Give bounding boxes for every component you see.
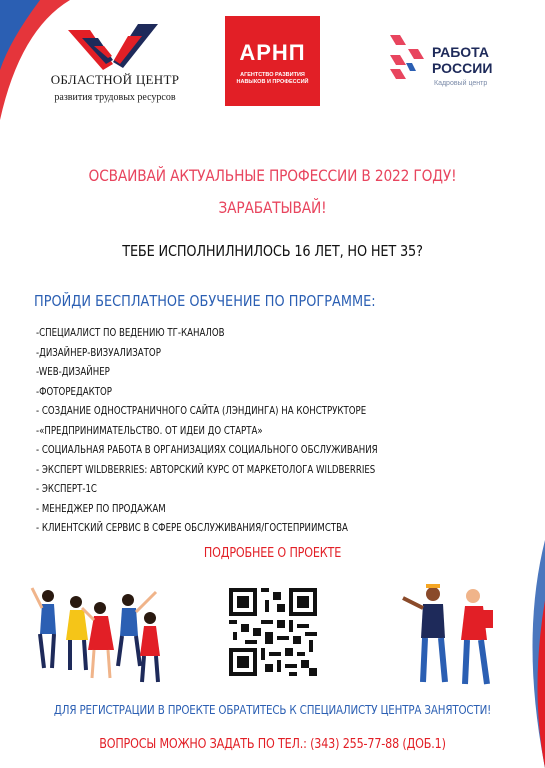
list-item: -WEB-ДИЗАЙНЕР xyxy=(36,366,110,378)
people-pointing-illustration xyxy=(395,580,505,690)
oblastnoy-centr-name: ОБЛАСТНОЙ ЦЕНТР xyxy=(50,72,180,87)
list-item: - ЭКСПЕРТ WILDBERRIES: АВТОРСКИЙ КУРС ОТ МАРКЕТОЛОГА WILDBERRIES xyxy=(36,463,376,476)
list-item: - ЭКСПЕРТ-1С xyxy=(36,483,97,495)
list-item: -ФОТОРЕДАКТОР xyxy=(36,385,112,398)
program-title: ПРОЙДИ БЕСПЛАТНОЕ ОБУЧЕНИЕ ПО ПРОГРАММЕ: xyxy=(34,292,376,310)
headline-age: ТЕБЕ ИСПОЛНИЛНИЛОСЬ 16 ЛЕТ, НО НЕТ 35? xyxy=(122,242,423,260)
oblastnoy-centr-logo-icon xyxy=(68,24,158,70)
rabota-rossii-title: РАБОТА РОССИИ xyxy=(432,44,493,76)
more-about-project-link[interactable]: ПОДРОБНЕЕ О ПРОЕКТЕ xyxy=(203,546,342,561)
arnp-logo xyxy=(225,16,320,106)
list-item: -«ПРЕДПРИНИМАТЕЛЬСТВО. ОТ ИДЕИ ДО СТАРТА» xyxy=(36,424,263,437)
contact-phone: ВОПРОСЫ МОЖНО ЗАДАТЬ ПО ТЕЛ.: (343) 255-77-88 (ДОБ.1) xyxy=(99,737,446,752)
list-item: - КЛИЕНТСКИЙ СЕРВИС В СФЕРЕ ОБСЛУЖИВАНИЯ/ГОСТЕПРИИМСТВА xyxy=(36,522,348,534)
headline-main: ОСВАИВАЙ АКТУАЛЬНЫЕ ПРОФЕССИИ В 2022 ГОДУ! xyxy=(88,166,457,185)
list-item: - СОЦИАЛЬНАЯ РАБОТА В ОРГАНИЗАЦИЯХ СОЦИАЛЬНОГО ОБСЛУЖИВАНИЯ xyxy=(36,444,378,456)
rabota-rossii-logo-icon xyxy=(386,33,426,81)
list-item: - МЕНЕДЖЕР ПО ПРОДАЖАМ xyxy=(36,502,166,515)
arnp-subtitle: АГЕНТСТВО РАЗВИТИЯ НАВЫКОВ И ПРОФЕССИЙ xyxy=(236,72,309,85)
headline-earn: ЗАРАБАТЫВАЙ! xyxy=(218,198,327,217)
oblastnoy-centr-subtitle: развития трудовых ресурсов xyxy=(54,92,176,103)
rabota-rossii-subtitle: Кадровый центр xyxy=(434,80,488,87)
arnp-title: АРНП xyxy=(239,40,306,65)
program-list xyxy=(36,324,453,539)
list-item: -СПЕЦИАЛИСТ ПО ВЕДЕНИЮ ТГ-КАНАЛОВ xyxy=(36,327,225,339)
list-item: -ДИЗАЙНЕР-ВИЗУАЛИЗАТОР xyxy=(36,346,161,359)
registration-note: ДЛЯ РЕГИСТРАЦИИ В ПРОЕКТЕ ОБРАТИТЕСЬ К СПЕЦИАЛИСТУ ЦЕНТРА ЗАНЯТОСТИ! xyxy=(53,703,492,717)
dancing-people-illustration xyxy=(30,578,165,688)
qr-code-icon[interactable] xyxy=(229,588,317,676)
list-item: - СОЗДАНИЕ ОДНОСТРАНИЧНОГО САЙТА (ЛЭНДИНГА) НА КОНСТРУКТОРЕ xyxy=(36,405,367,417)
